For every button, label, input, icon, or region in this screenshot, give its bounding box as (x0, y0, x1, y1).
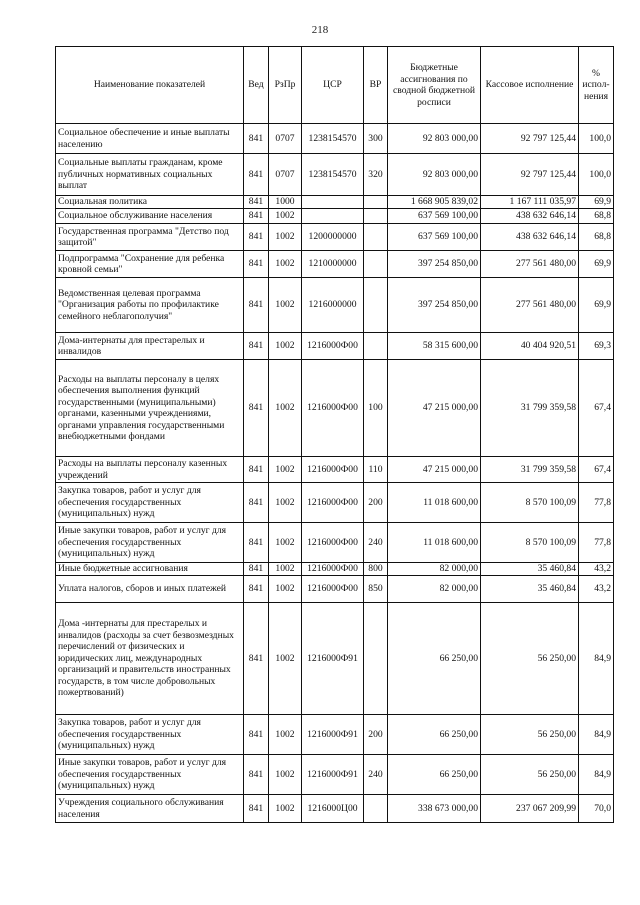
row-vr (364, 795, 388, 823)
table-row (56, 251, 614, 278)
row-ved: 841 (244, 360, 269, 457)
row-cash-execution: 92 797 125,44 (481, 124, 579, 154)
row-ved: 841 (244, 755, 269, 795)
table-row (56, 755, 614, 795)
row-vr: 200 (364, 715, 388, 755)
row-csr: 1216000000 (302, 278, 364, 333)
row-name: Уплата налогов, сборов и иных платежей (56, 576, 244, 603)
row-name: Иные бюджетные ассигнования (56, 563, 244, 576)
table-row (56, 563, 614, 576)
row-assignments: 66 250,00 (388, 603, 481, 715)
row-percent: 67,4 (579, 457, 614, 483)
row-rzpr: 1002 (269, 457, 302, 483)
table-row (56, 154, 614, 196)
table-row (56, 209, 614, 224)
row-vr (364, 224, 388, 251)
row-name: Подпрограмма "Сохранение для ребенка кровной семьи" (56, 251, 244, 278)
row-rzpr: 1002 (269, 333, 302, 360)
row-name: Социальное обеспечение и иные выплаты населению (56, 124, 244, 154)
row-name: Ведомственная целевая программа "Организация работы по профилактике семейного неблагополучия" (56, 278, 244, 333)
header-cash-execution: Кассовое исполнение (481, 47, 579, 124)
header-percent: % испол-нения (579, 47, 614, 124)
table-row (56, 523, 614, 563)
row-ved: 841 (244, 483, 269, 523)
row-csr: 1216000Ф00 (302, 457, 364, 483)
row-name: Дома -интернаты для престарелых и инвалидов (расходы за счет безвозмездных перечислений от физических и юридических лиц, международных организаций и правительств иностранных государств, в том числе добровольных пожертвований) (56, 603, 244, 715)
row-vr (364, 209, 388, 224)
row-ved: 841 (244, 715, 269, 755)
row-cash-execution: 277 561 480,00 (481, 251, 579, 278)
header-csr: ЦСР (302, 47, 364, 124)
row-cash-execution: 8 570 100,09 (481, 483, 579, 523)
page-number: 218 (311, 24, 329, 36)
table-row (56, 196, 614, 209)
table-row (56, 603, 614, 715)
table-row (56, 795, 614, 823)
row-ved: 841 (244, 209, 269, 224)
row-cash-execution: 438 632 646,14 (481, 209, 579, 224)
row-rzpr: 1002 (269, 603, 302, 715)
table-row (56, 124, 614, 154)
row-percent: 68,8 (579, 209, 614, 224)
row-percent: 69,3 (579, 333, 614, 360)
budget-table (55, 46, 614, 823)
row-rzpr: 1002 (269, 360, 302, 457)
row-percent: 69,9 (579, 196, 614, 209)
row-ved: 841 (244, 154, 269, 196)
row-rzpr: 1002 (269, 523, 302, 563)
row-percent: 84,9 (579, 715, 614, 755)
row-ved: 841 (244, 576, 269, 603)
row-assignments: 11 018 600,00 (388, 523, 481, 563)
row-assignments: 637 569 100,00 (388, 224, 481, 251)
row-assignments: 47 215 000,00 (388, 457, 481, 483)
row-csr: 1238154570 (302, 154, 364, 196)
header-ved: Вед (244, 47, 269, 124)
row-name: Иные закупки товаров, работ и услуг для обеспечения государственных (муниципальных) нужд (56, 755, 244, 795)
row-rzpr: 1000 (269, 196, 302, 209)
row-vr: 240 (364, 755, 388, 795)
row-assignments: 637 569 100,00 (388, 209, 481, 224)
row-assignments: 82 000,00 (388, 576, 481, 603)
row-csr: 1200000000 (302, 224, 364, 251)
row-csr: 1216000Ф00 (302, 523, 364, 563)
row-csr: 1216000Ф00 (302, 563, 364, 576)
table-row (56, 457, 614, 483)
row-csr: 1238154570 (302, 124, 364, 154)
row-csr: 1216000Ф91 (302, 755, 364, 795)
table-row (56, 576, 614, 603)
row-rzpr: 1002 (269, 278, 302, 333)
row-vr (364, 251, 388, 278)
row-vr: 200 (364, 483, 388, 523)
row-vr (364, 196, 388, 209)
table-row (56, 333, 614, 360)
row-assignments: 92 803 000,00 (388, 124, 481, 154)
row-csr (302, 209, 364, 224)
row-assignments: 58 315 600,00 (388, 333, 481, 360)
row-rzpr: 1002 (269, 576, 302, 603)
row-cash-execution: 31 799 359,58 (481, 457, 579, 483)
row-vr (364, 278, 388, 333)
row-cash-execution: 31 799 359,58 (481, 360, 579, 457)
row-rzpr: 1002 (269, 209, 302, 224)
row-csr: 1216000Ф91 (302, 603, 364, 715)
row-assignments: 338 673 000,00 (388, 795, 481, 823)
row-csr: 1210000000 (302, 251, 364, 278)
row-csr: 1216000Ф00 (302, 333, 364, 360)
row-vr (364, 603, 388, 715)
row-cash-execution: 277 561 480,00 (481, 278, 579, 333)
row-name: Закупка товаров, работ и услуг для обеспечения государственных (муниципальных) нужд (56, 483, 244, 523)
row-vr: 320 (364, 154, 388, 196)
row-name: Государственная программа "Детство под защитой" (56, 224, 244, 251)
row-percent: 77,8 (579, 483, 614, 523)
row-assignments: 47 215 000,00 (388, 360, 481, 457)
row-cash-execution: 40 404 920,51 (481, 333, 579, 360)
row-assignments: 1 668 905 839,02 (388, 196, 481, 209)
row-ved: 841 (244, 603, 269, 715)
row-rzpr: 1002 (269, 795, 302, 823)
row-cash-execution: 35 460,84 (481, 576, 579, 603)
table-row (56, 278, 614, 333)
row-ved: 841 (244, 523, 269, 563)
row-cash-execution: 56 250,00 (481, 755, 579, 795)
row-name: Учреждения социального обслуживания населения (56, 795, 244, 823)
row-assignments: 66 250,00 (388, 755, 481, 795)
row-name: Социальное обслуживание населения (56, 209, 244, 224)
row-ved: 841 (244, 251, 269, 278)
row-rzpr: 1002 (269, 251, 302, 278)
row-assignments: 66 250,00 (388, 715, 481, 755)
row-cash-execution: 8 570 100,09 (481, 523, 579, 563)
row-csr: 1216000Ф00 (302, 483, 364, 523)
row-name: Иные закупки товаров, работ и услуг для обеспечения государственных (муниципальных) нужд (56, 523, 244, 563)
row-assignments: 11 018 600,00 (388, 483, 481, 523)
header-vr: ВР (364, 47, 388, 124)
row-percent: 84,9 (579, 755, 614, 795)
row-assignments: 82 000,00 (388, 563, 481, 576)
row-rzpr: 1002 (269, 224, 302, 251)
row-name: Расходы на выплаты персоналу казенных учреждений (56, 457, 244, 483)
row-vr: 240 (364, 523, 388, 563)
row-ved: 841 (244, 795, 269, 823)
row-csr: 1216000Ф00 (302, 576, 364, 603)
row-cash-execution: 56 250,00 (481, 715, 579, 755)
row-assignments: 397 254 850,00 (388, 251, 481, 278)
table-row (56, 483, 614, 523)
row-percent: 69,9 (579, 278, 614, 333)
row-rzpr: 1002 (269, 755, 302, 795)
header-name: Наименование показателей (56, 47, 244, 124)
row-ved: 841 (244, 278, 269, 333)
row-csr: 1216000Ц00 (302, 795, 364, 823)
row-percent: 70,0 (579, 795, 614, 823)
row-csr: 1216000Ф00 (302, 360, 364, 457)
row-cash-execution: 35 460,84 (481, 563, 579, 576)
row-assignments: 397 254 850,00 (388, 278, 481, 333)
row-vr: 300 (364, 124, 388, 154)
row-vr (364, 333, 388, 360)
row-ved: 841 (244, 563, 269, 576)
row-name: Закупка товаров, работ и услуг для обеспечения государственных (муниципальных) нужд (56, 715, 244, 755)
row-rzpr: 0707 (269, 124, 302, 154)
row-ved: 841 (244, 124, 269, 154)
row-vr: 850 (364, 576, 388, 603)
row-percent: 69,9 (579, 251, 614, 278)
header-assignments: Бюджетные ассигнования по сводной бюджетной росписи (388, 47, 481, 124)
row-cash-execution: 56 250,00 (481, 603, 579, 715)
row-ved: 841 (244, 333, 269, 360)
header-rzpr: РзПр (269, 47, 302, 124)
row-ved: 841 (244, 224, 269, 251)
row-vr: 800 (364, 563, 388, 576)
row-percent: 43,2 (579, 563, 614, 576)
row-rzpr: 1002 (269, 563, 302, 576)
row-name: Дома-интернаты для престарелых и инвалидов (56, 333, 244, 360)
row-rzpr: 1002 (269, 483, 302, 523)
row-percent: 100,0 (579, 154, 614, 196)
row-csr (302, 196, 364, 209)
row-csr: 1216000Ф91 (302, 715, 364, 755)
row-vr: 110 (364, 457, 388, 483)
row-percent: 68,8 (579, 224, 614, 251)
row-cash-execution: 1 167 111 035,97 (481, 196, 579, 209)
row-vr: 100 (364, 360, 388, 457)
table-row (56, 224, 614, 251)
row-cash-execution: 237 067 209,99 (481, 795, 579, 823)
row-percent: 67,4 (579, 360, 614, 457)
row-assignments: 92 803 000,00 (388, 154, 481, 196)
row-ved: 841 (244, 457, 269, 483)
row-name: Социальные выплаты гражданам, кроме публичных нормативных социальных выплат (56, 154, 244, 196)
row-percent: 100,0 (579, 124, 614, 154)
row-rzpr: 0707 (269, 154, 302, 196)
row-cash-execution: 92 797 125,44 (481, 154, 579, 196)
row-ved: 841 (244, 196, 269, 209)
row-name: Социальная политика (56, 196, 244, 209)
table-row (56, 360, 614, 457)
row-name: Расходы на выплаты персоналу в целях обеспечения выполнения функций государственными (муниципальными) органами, казенными учреждениями, органами управления государственными внебюджетными фондами (56, 360, 244, 457)
row-percent: 77,8 (579, 523, 614, 563)
table-row (56, 715, 614, 755)
row-percent: 43,2 (579, 576, 614, 603)
row-percent: 84,9 (579, 603, 614, 715)
row-cash-execution: 438 632 646,14 (481, 224, 579, 251)
table-header-row (56, 47, 614, 124)
row-rzpr: 1002 (269, 715, 302, 755)
table-body (56, 124, 614, 823)
